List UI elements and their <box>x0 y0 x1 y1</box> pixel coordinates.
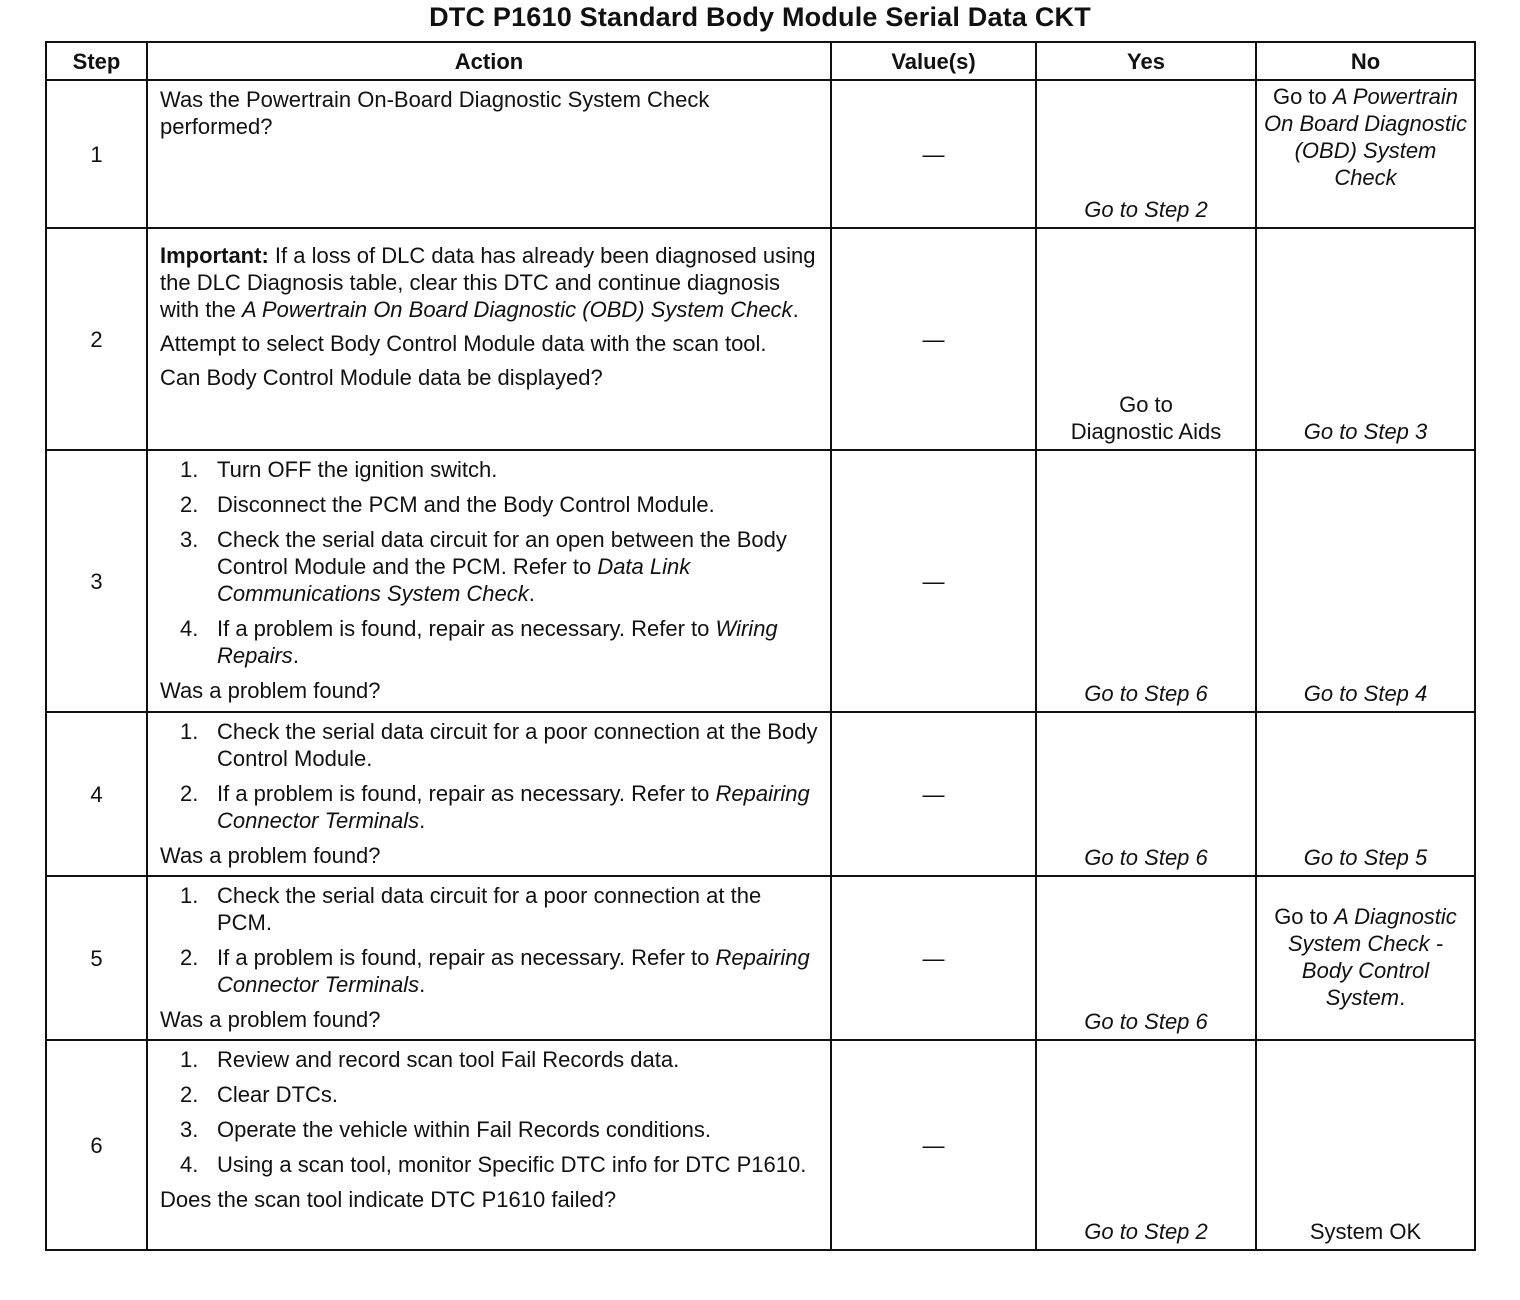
list-item: 1. Turn OFF the ignition switch. <box>180 457 498 482</box>
header-step: Step <box>46 42 147 80</box>
step-number: 6 <box>46 1040 147 1250</box>
value-cell: — <box>831 80 1036 228</box>
yes-link[interactable]: Go to Step 2 <box>1084 1219 1208 1244</box>
list-item: 1. Check the serial data circuit for a poor connection at the PCM. <box>180 883 762 935</box>
list-item: 2. Disconnect the PCM and the Body Control Module. <box>180 492 715 517</box>
yes-prefix: Go to <box>1119 392 1173 417</box>
yes-cell <box>1036 228 1256 450</box>
list-item: 1. Review and record scan tool Fail Records data. <box>180 1047 680 1072</box>
no-prefix: Go to <box>1272 84 1327 109</box>
important-note: Important: If a loss of DLC data has already been diagnosed using the DLC Diagnosis table, clear this DTC and continue diagnosis with the A Powertrain On Board Diagnostic (OBD) System Check. <box>160 243 816 322</box>
value-cell: — <box>831 228 1036 450</box>
list-item: 3. Check the serial data circuit for an open between the Body Control Module and the PCM. Refer to Data Link Communications System Check. <box>180 527 787 606</box>
ref-link[interactable]: Repairing Connector Terminals <box>217 945 810 997</box>
value-cell: — <box>831 1040 1036 1250</box>
list-item: 4. If a problem is found, repair as necessary. Refer to Wiring Repairs. <box>180 616 778 668</box>
diagnostic-table <box>45 41 1476 1251</box>
action-question: Was a problem found? <box>160 678 381 703</box>
yes-cell <box>1036 1040 1256 1250</box>
table-row <box>46 876 1475 1040</box>
list-item: 2. If a problem is found, repair as necessary. Refer to Repairing Connector Terminals. <box>180 781 810 833</box>
ref-link[interactable]: Data Link Communications System Check <box>217 554 691 606</box>
no-cell: Go to A Diagnostic System Check - Body Control System. <box>1256 876 1475 1040</box>
important-ref-link[interactable]: A Powertrain On Board Diagnostic (OBD) System Check <box>241 297 793 322</box>
header-values: Value(s) <box>831 42 1036 80</box>
important-text: If a loss of DLC data has already been diagnosed using the DLC Diagnosis table, clear this DTC and continue diagnosis with the <box>160 243 816 322</box>
no-link[interactable]: A Powertrain On Board Diagnostic (OBD) System Check <box>1264 84 1467 190</box>
action-cell <box>147 80 831 228</box>
yes-link[interactable]: Go to Step 6 <box>1084 1009 1208 1034</box>
action-steps <box>160 456 818 669</box>
yes-cell <box>1036 450 1256 712</box>
ref-link[interactable]: Wiring Repairs <box>217 616 778 668</box>
table-row <box>46 228 1475 450</box>
table-row <box>46 80 1475 228</box>
no-cell <box>1256 450 1475 712</box>
ref-link[interactable]: Repairing Connector Terminals <box>217 781 810 833</box>
no-link[interactable]: Go to Step 3 <box>1303 419 1428 444</box>
yes-cell <box>1036 876 1256 1040</box>
no-cell <box>1256 228 1475 450</box>
no-prefix: Go to <box>1274 904 1328 929</box>
yes-link[interactable]: Go to Step 6 <box>1084 845 1208 870</box>
yes-link[interactable]: Diagnostic Aids <box>1070 419 1222 444</box>
no-link[interactable]: Go to Step 4 <box>1303 681 1428 706</box>
no-cell <box>1256 80 1475 228</box>
value-cell: — <box>831 450 1036 712</box>
list-item: 2. If a problem is found, repair as necessary. Refer to Repairing Connector Terminals. <box>180 945 810 997</box>
action-question: Can Body Control Module data be displayed? <box>160 365 603 390</box>
action-question: Was a problem found? <box>160 1007 381 1032</box>
action-question: Does the scan tool indicate DTC P1610 failed? <box>160 1187 617 1212</box>
table-row <box>46 450 1475 712</box>
action-steps <box>160 718 818 834</box>
no-cell <box>1256 712 1475 876</box>
page-title: DTC P1610 Standard Body Module Serial Data CKT <box>429 2 1091 32</box>
action-question: Was the Powertrain On-Board Diagnostic System Check performed? <box>160 87 710 139</box>
action-cell <box>147 450 831 712</box>
yes-link[interactable]: Go to Step 6 <box>1084 681 1208 706</box>
list-item: 1. Check the serial data circuit for a poor connection at the Body Control Module. <box>180 719 818 771</box>
list-item: 4. Using a scan tool, monitor Specific DTC info for DTC P1610. <box>180 1152 807 1177</box>
header-no: No <box>1256 42 1475 80</box>
action-instruction: Attempt to select Body Control Module data with the scan tool. <box>160 331 767 356</box>
important-label: Important: <box>160 243 269 268</box>
yes-cell <box>1036 712 1256 876</box>
step-number: 3 <box>46 450 147 712</box>
action-question: Was a problem found? <box>160 843 381 868</box>
step-number: 2 <box>46 228 147 450</box>
step-number: 4 <box>46 712 147 876</box>
table-header-row <box>46 42 1475 80</box>
table-row <box>46 712 1475 876</box>
table-row <box>46 1040 1475 1250</box>
step-number: 5 <box>46 876 147 1040</box>
header-action: Action <box>147 42 831 80</box>
action-cell <box>147 1040 831 1250</box>
step-number: 1 <box>46 80 147 228</box>
no-link[interactable]: Go to Step 5 <box>1303 845 1428 870</box>
action-cell <box>147 228 831 450</box>
yes-cell <box>1036 80 1256 228</box>
no-result: System OK <box>1309 1219 1422 1244</box>
action-cell <box>147 712 831 876</box>
action-steps <box>160 882 818 998</box>
list-item: 2. Clear DTCs. <box>180 1082 339 1107</box>
value-cell: — <box>831 876 1036 1040</box>
value-cell: — <box>831 712 1036 876</box>
action-steps <box>160 1046 818 1178</box>
no-cell <box>1256 1040 1475 1250</box>
list-item: 3. Operate the vehicle within Fail Records conditions. <box>180 1117 712 1142</box>
header-yes: Yes <box>1036 42 1256 80</box>
no-link[interactable]: A Diagnostic System Check - Body Control System <box>1287 904 1457 1010</box>
yes-link[interactable]: Go to Step 2 <box>1084 197 1208 222</box>
action-cell <box>147 876 831 1040</box>
